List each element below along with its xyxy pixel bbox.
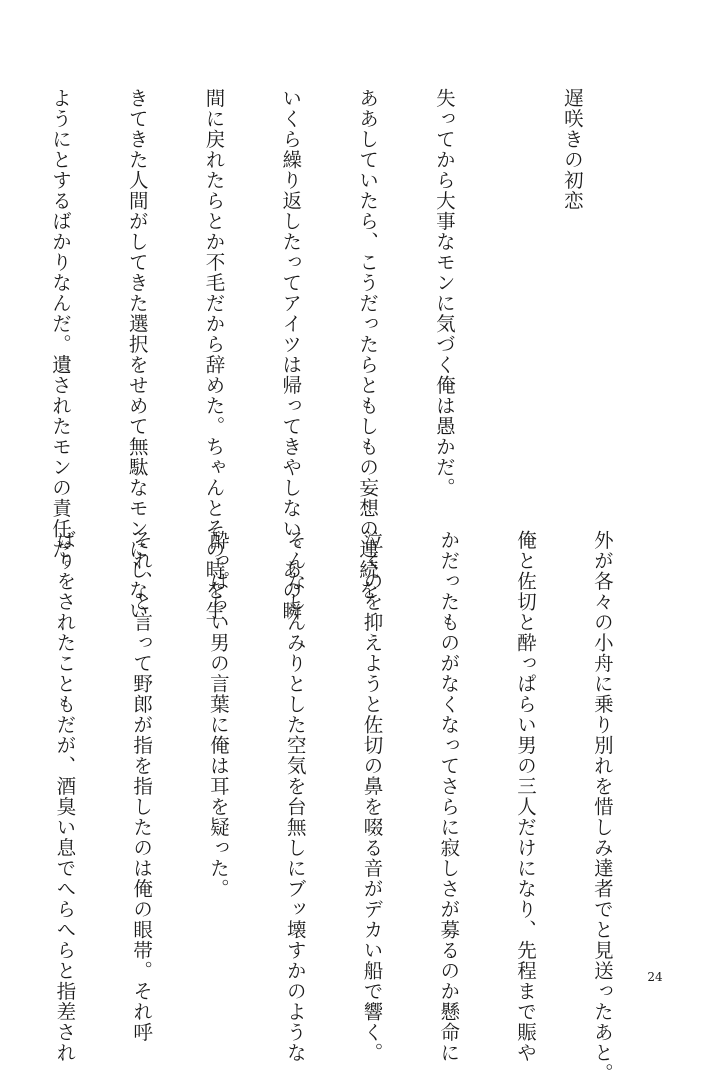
- text-column: そんなしんみりとした空気を台無しにブッ壊すかのような: [283, 530, 307, 1063]
- text-column: きてきた人間がしてきた選択をせめて無駄なモンにしない: [125, 88, 149, 621]
- text-column: ああしていたら、こうだったらともしもの妄想の連続を: [356, 88, 380, 601]
- text-column: 酔っぱらい男の言葉に俺は耳を疑った。: [206, 530, 230, 899]
- text-column: ようにとするばかりなんだ。遺されたモンの責任だ。: [48, 88, 72, 580]
- text-column: いくら繰り返したってアイツは帰ってきやしない。あの瞬: [279, 88, 303, 621]
- text-column: 失ってから大事なモンに気づく俺は愚かだ。: [432, 88, 456, 498]
- text-column: 泣くのを抑えようと佐切の鼻を啜る音がデカい船で響く。: [360, 530, 384, 1063]
- text-column: ばりをされたこともだが、酒臭い息でへらへらと指差され: [53, 530, 77, 1063]
- text-column: [0, 530, 1, 960]
- chapter-title: 遅咲きの初恋: [560, 88, 584, 211]
- upper-text-block: [48, 88, 636, 621]
- text-column: 外が各々の小舟に乗り別れを惜しみ達者でと見送ったあと。: [590, 530, 614, 1084]
- text-column: それ、と言って野郎が指を指したのは俺の眼帯。それ呼: [130, 530, 154, 1043]
- text-column: かだったものがなくなってさらに寂しさが募るのか懸命に: [437, 530, 461, 1063]
- text-column: 俺と佐切と酔っぱらい男の三人だけになり、先程まで賑や: [514, 530, 538, 1063]
- page-number: 24: [647, 970, 663, 984]
- text-column: 間に戻れたらとか不毛だから辞めた。ちゃんとその時を生: [202, 88, 226, 621]
